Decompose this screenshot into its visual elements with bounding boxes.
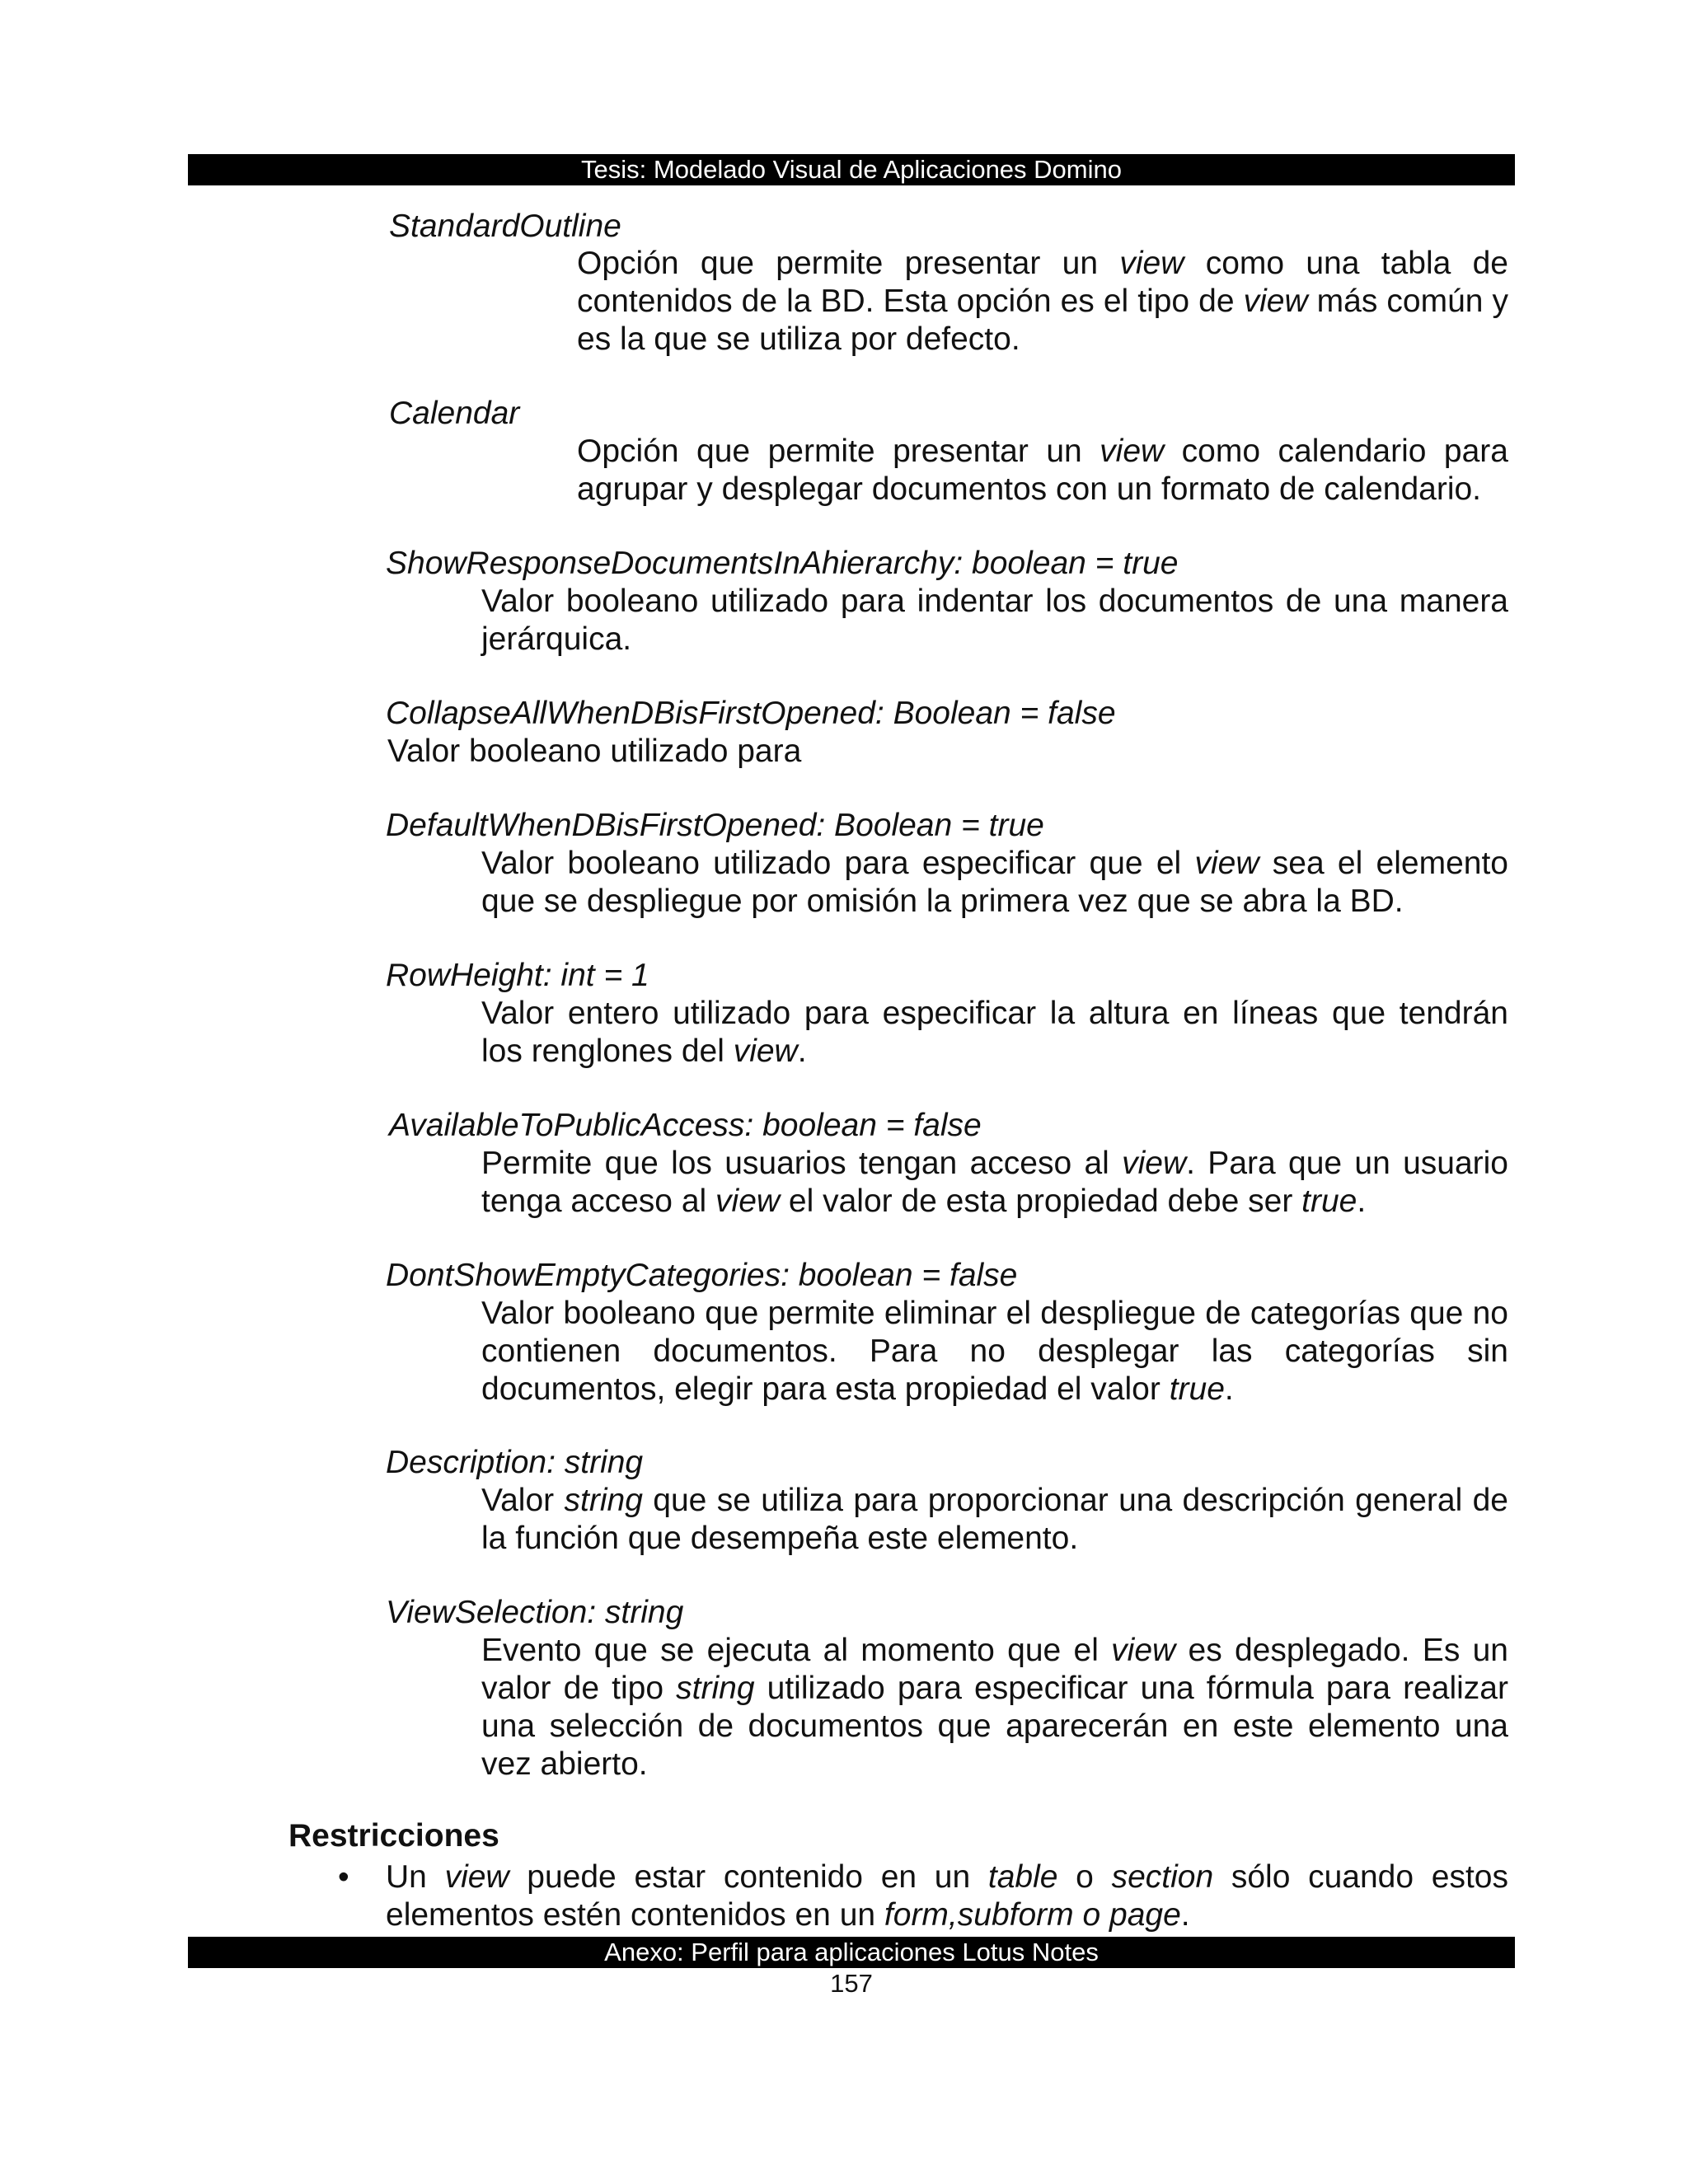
italic-text: view: [1111, 1633, 1176, 1668]
text-run: sólo cuando estos elementos estén contenidos en un: [386, 1859, 1508, 1933]
text-run: . Para que un usuario tenga acceso al: [481, 1146, 1508, 1219]
header-title: Tesis: Modelado Visual de Aplicaciones Domino: [581, 155, 1122, 184]
italic-text: string: [564, 1483, 643, 1518]
text-run: que se utiliza para proporcionar una descripción general de la función que desempeña este elemento.: [481, 1483, 1508, 1556]
text-run: Un: [386, 1859, 445, 1895]
desc-dont-show-empty: [481, 1295, 1508, 1408]
text-run: sea el elemento que se despliegue por omisión la primera vez que se abra la BD.: [481, 846, 1508, 919]
page-header-band: [188, 154, 1515, 185]
text-run: o: [1057, 1859, 1112, 1895]
text-run: Valor entero utilizado para especificar la altura en líneas que tendrán los renglones del: [481, 996, 1508, 1069]
term-description: Description: string: [386, 1445, 644, 1480]
italic-text: view: [1122, 1146, 1187, 1181]
italic-text: view: [444, 1859, 509, 1895]
desc-row-height: [481, 995, 1508, 1071]
italic-text: true: [1169, 1371, 1225, 1407]
text-run: .: [1180, 1897, 1190, 1933]
italic-text: true: [1301, 1183, 1357, 1219]
italic-text: string: [676, 1671, 755, 1706]
italic-text: view: [715, 1183, 781, 1219]
term-default-when-opened: DefaultWhenDBisFirstOpened: Boolean = true: [386, 808, 1044, 843]
desc-show-response-documents: [481, 583, 1508, 658]
italic-text: view: [1100, 434, 1165, 469]
text-run: como calendario para agrupar y desplegar documentos con un formato de calendario.: [577, 434, 1508, 507]
restrictions-heading: Restricciones: [288, 1818, 499, 1854]
text-run: Opción que permite presentar un: [577, 434, 1100, 469]
italic-text: section: [1111, 1859, 1214, 1895]
text-run: Permite que los usuarios tengan acceso al: [481, 1146, 1123, 1181]
text-run: Evento que se ejecuta al momento que el: [481, 1633, 1112, 1668]
term-show-response-documents: ShowResponseDocumentsInAhierarchy: boolean = true: [386, 546, 1179, 581]
term-available-to-public: AvailableToPublicAccess: boolean = false: [389, 1108, 982, 1143]
desc-standard-outline: [577, 245, 1508, 359]
text-run: Valor booleano utilizado para: [387, 733, 802, 769]
term-standard-outline: StandardOutline: [389, 209, 621, 244]
text-run: Valor booleano que permite eliminar el despliegue de categorías que no contienen documentos. Para no desplegar las categorías sin documentos, elegir para esta propiedad el valor: [481, 1296, 1508, 1407]
text-run: Valor booleano utilizado para especificar que el: [481, 846, 1195, 881]
term-dont-show-empty: DontShowEmptyCategories: boolean = false: [386, 1258, 1018, 1293]
italic-text: view: [733, 1033, 798, 1069]
restriction-item: [386, 1858, 1508, 1934]
text-run: .: [797, 1033, 807, 1069]
text-run: .: [1224, 1371, 1234, 1407]
desc-calendar: [577, 433, 1508, 509]
italic-text: view: [1243, 284, 1308, 319]
italic-text: view: [1119, 246, 1184, 281]
text-run: como una tabla de contenidos de la BD. Esta opción es el tipo de: [577, 246, 1508, 319]
text-run: Valor booleano utilizado para indentar los documentos de una manera jerárquica.: [481, 583, 1508, 657]
page-number: 157: [830, 1969, 873, 1998]
text-run: .: [1357, 1183, 1367, 1219]
italic-text: form,subform o page: [884, 1897, 1181, 1933]
desc-default-when-opened: [481, 845, 1508, 921]
italic-text: view: [1194, 846, 1259, 881]
desc-available-to-public: [481, 1145, 1508, 1221]
bullet-marker: •: [338, 1859, 349, 1895]
term-view-selection: ViewSelection: string: [386, 1595, 684, 1630]
text-run: más común y es la que se utiliza por defecto.: [577, 284, 1508, 357]
text-run: puede estar contenido en un: [509, 1859, 988, 1895]
term-collapse-all: CollapseAllWhenDBisFirstOpened: Boolean = false: [386, 696, 1116, 731]
term-calendar: Calendar: [389, 396, 520, 431]
page-footer-band: [188, 1937, 1515, 1968]
term-row-height: RowHeight: int = 1: [386, 958, 649, 993]
italic-text: table: [987, 1859, 1058, 1895]
desc-description: [481, 1482, 1508, 1558]
text-run: utilizado para especificar una fórmula para realizar una selección de documentos que aparecerán en este elemento una vez abierto.: [481, 1671, 1508, 1782]
desc-view-selection: [481, 1632, 1508, 1783]
desc-collapse-all: [387, 733, 1508, 771]
text-run: Valor: [481, 1483, 565, 1518]
text-run: es desplegado. Es un valor de tipo: [481, 1633, 1508, 1706]
footer-title: Anexo: Perfil para aplicaciones Lotus Notes: [604, 1938, 1099, 1966]
text-run: el valor de esta propiedad debe ser: [780, 1183, 1302, 1219]
text-run: Opción que permite presentar un: [577, 246, 1120, 281]
